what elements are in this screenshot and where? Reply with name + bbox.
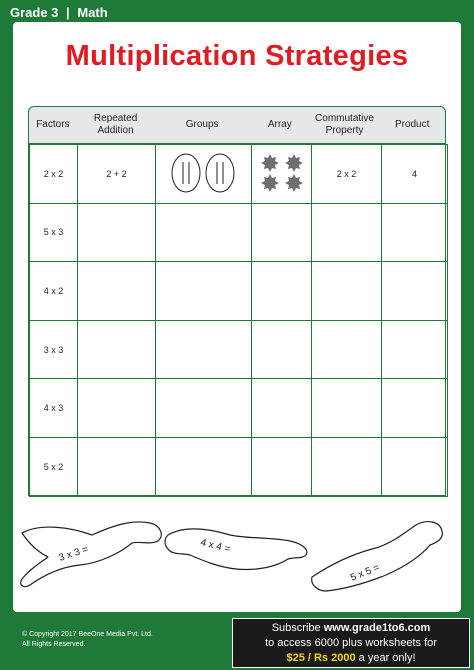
- promo-price: $25 / Rs 2000: [286, 652, 356, 664]
- cell-addition[interactable]: [78, 203, 156, 262]
- subject-label: Math: [77, 5, 108, 20]
- table-row: [30, 437, 448, 496]
- cell-factors: 3 x 3: [30, 320, 78, 379]
- cell-array[interactable]: [252, 203, 312, 262]
- table-header: [28, 106, 446, 144]
- table-row: [30, 379, 448, 438]
- cell-product: 4: [382, 145, 448, 204]
- puzzle-5x5: 5 x 5 =: [349, 562, 382, 584]
- subscribe-banner[interactable]: [232, 618, 470, 668]
- cell-groups[interactable]: [156, 203, 252, 262]
- cell-array[interactable]: [252, 437, 312, 496]
- header-factors: Factors: [36, 119, 70, 130]
- cell-addition[interactable]: [78, 320, 156, 379]
- cell-array[interactable]: [252, 262, 312, 321]
- cell-commutative[interactable]: [312, 437, 382, 496]
- cat-2-icon: [165, 529, 307, 570]
- cell-addition[interactable]: [78, 262, 156, 321]
- grade-label: Grade 3: [10, 5, 59, 20]
- promo-suffix: a year only!: [358, 652, 416, 664]
- array-dots-icon: [258, 151, 306, 195]
- copyright-line-2: All Rights Reserved.: [22, 640, 86, 648]
- cell-array: [252, 145, 312, 204]
- table-row: [30, 262, 448, 321]
- cell-groups: [156, 145, 252, 204]
- cell-groups[interactable]: [156, 320, 252, 379]
- copyright: [22, 630, 153, 650]
- cell-product[interactable]: [382, 437, 448, 496]
- cell-addition[interactable]: [78, 379, 156, 438]
- page-title: Multiplication Strategies: [65, 40, 409, 72]
- cell-product[interactable]: [382, 379, 448, 438]
- copyright-line-1: © Copyright 2017 BeeOne Media Pvt. Ltd.: [22, 631, 153, 638]
- header-array: Array: [267, 119, 292, 130]
- leaping-cats-illustration: [0, 505, 474, 615]
- cell-commutative[interactable]: [312, 379, 382, 438]
- cell-product[interactable]: [382, 320, 448, 379]
- badge-separator: |: [66, 5, 70, 20]
- cell-factors: 2 x 2: [30, 145, 78, 204]
- promo-line-2: to access 6000 plus worksheets for: [265, 637, 437, 649]
- table-row: [30, 320, 448, 379]
- header-commutative-property: Commutative Property: [315, 113, 374, 136]
- header-repeated-addition: Repeated Addition: [93, 113, 138, 136]
- cat-3-icon: [312, 522, 443, 591]
- header-product: Product: [394, 119, 430, 130]
- puzzle-4x4: 4 x 4 =: [199, 537, 232, 556]
- cell-array[interactable]: [252, 320, 312, 379]
- promo-prefix: Subscribe: [271, 622, 321, 634]
- cell-groups[interactable]: [156, 262, 252, 321]
- header-groups: Groups: [185, 119, 219, 130]
- table-row: [30, 145, 448, 204]
- groups-ovals-icon: [169, 150, 239, 196]
- table-row: [30, 203, 448, 262]
- cell-addition: 2 + 2: [78, 145, 156, 204]
- strategies-table: [28, 106, 446, 496]
- grade-badge: [6, 4, 112, 22]
- cell-product[interactable]: [382, 262, 448, 321]
- cell-factors: 5 x 3: [30, 203, 78, 262]
- cell-groups[interactable]: [156, 379, 252, 438]
- cell-commutative[interactable]: [312, 262, 382, 321]
- cell-factors: 5 x 2: [30, 437, 78, 496]
- table-body: [28, 144, 446, 496]
- cell-addition[interactable]: [78, 437, 156, 496]
- cat-1-icon: [21, 522, 162, 587]
- cell-product[interactable]: [382, 203, 448, 262]
- cell-groups[interactable]: [156, 437, 252, 496]
- cell-array[interactable]: [252, 379, 312, 438]
- cell-commutative[interactable]: [312, 203, 382, 262]
- cell-factors: 4 x 3: [30, 379, 78, 438]
- cell-factors: 4 x 2: [30, 262, 78, 321]
- cell-commutative: 2 x 2: [312, 145, 382, 204]
- promo-site-link[interactable]: www.grade1to6.com: [323, 622, 431, 634]
- cell-commutative[interactable]: [312, 320, 382, 379]
- puzzle-3x3: 3 x 3 =: [57, 544, 90, 564]
